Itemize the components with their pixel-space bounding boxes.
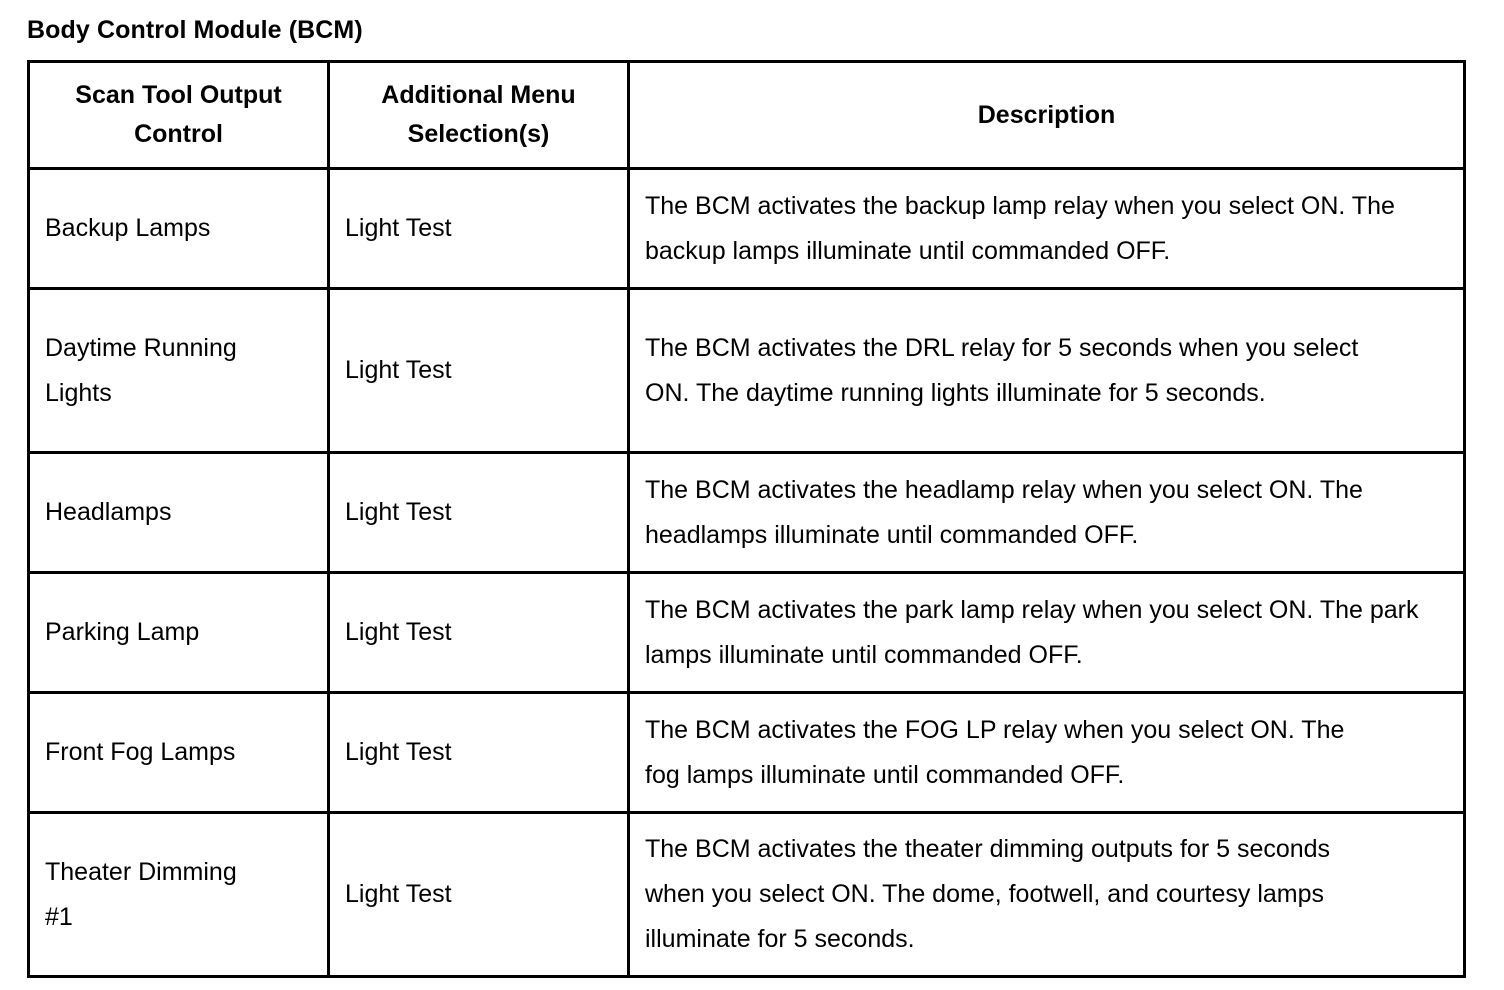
description-cell: The BCM activates the theater dimming outputs for 5 seconds when you select ON. The dome, footwell, and courtesy lamps illuminate for 5 seconds.: [629, 813, 1465, 977]
output-control-cell: Backup Lamps: [29, 169, 329, 289]
bcm-output-control-table: [27, 60, 1466, 978]
menu-selection-cell: Light Test: [329, 169, 629, 289]
menu-selection-cell: Light Test: [329, 453, 629, 573]
menu-selection-cell: Light Test: [329, 813, 629, 977]
menu-selection-cell: Light Test: [329, 289, 629, 453]
description-cell: The BCM activates the backup lamp relay when you select ON. The backup lamps illuminate until commanded OFF.: [629, 169, 1465, 289]
header-description: Description: [629, 62, 1465, 169]
table-row: [29, 453, 1465, 573]
output-control-cell: Parking Lamp: [29, 573, 329, 693]
description-cell: The BCM activates the headlamp relay when you select ON. The headlamps illuminate until commanded OFF.: [629, 453, 1465, 573]
description-cell: The BCM activates the park lamp relay when you select ON. The park lamps illuminate until commanded OFF.: [629, 573, 1465, 693]
table-row: [29, 693, 1465, 813]
menu-selection-cell: Light Test: [329, 693, 629, 813]
table-row: [29, 813, 1465, 977]
table-row: [29, 169, 1465, 289]
header-additional-menu-selections: Additional Menu Selection(s): [329, 62, 629, 169]
header-scan-tool-output-control: Scan Tool Output Control: [29, 62, 329, 169]
table-row: [29, 573, 1465, 693]
description-cell: The BCM activates the DRL relay for 5 seconds when you select ON. The daytime running lights illuminate for 5 seconds.: [629, 289, 1465, 453]
output-control-cell: Headlamps: [29, 453, 329, 573]
table-header-row: [29, 62, 1465, 169]
output-control-cell: Theater Dimming #1: [29, 813, 329, 977]
description-cell: The BCM activates the FOG LP relay when you select ON. The fog lamps illuminate until commanded OFF.: [629, 693, 1465, 813]
menu-selection-cell: Light Test: [329, 573, 629, 693]
table-row: [29, 289, 1465, 453]
output-control-cell: Daytime Running Lights: [29, 289, 329, 453]
output-control-cell: Front Fog Lamps: [29, 693, 329, 813]
page-title: Body Control Module (BCM): [27, 16, 363, 44]
